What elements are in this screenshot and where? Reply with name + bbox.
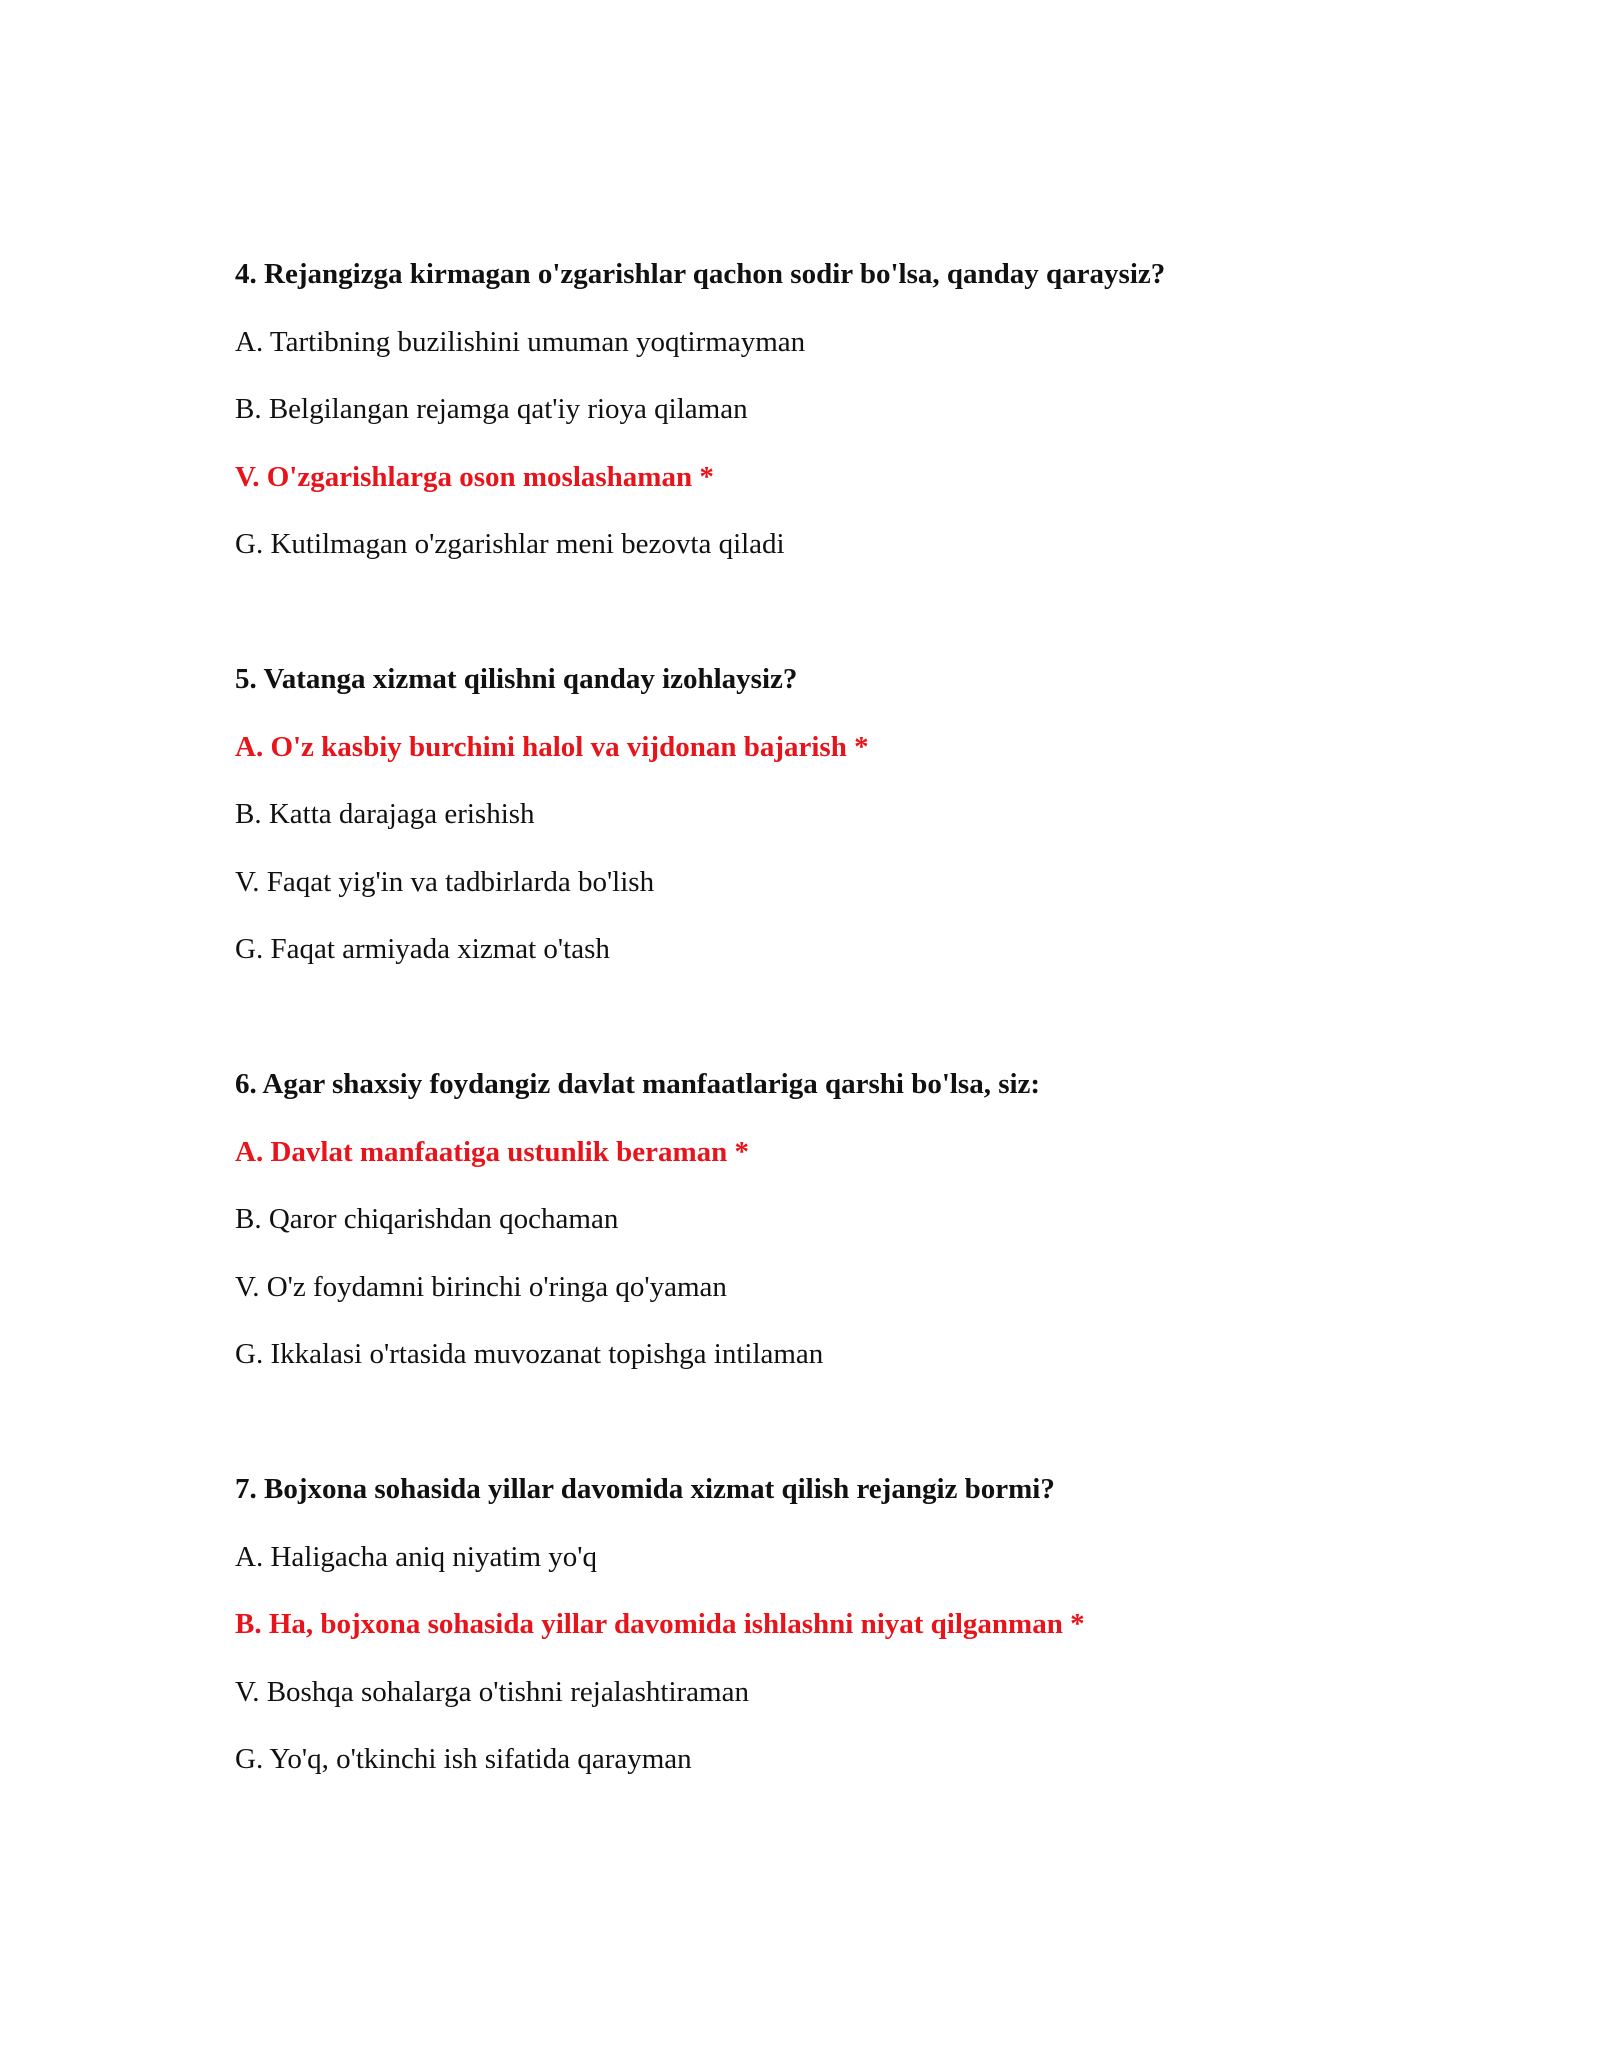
answer-option: G. Ikkalasi o'rtasida muvozanat topishga intilaman (235, 1338, 824, 1370)
answer-option: G. Yo'q, o'tkinchi ish sifatida qarayman (235, 1743, 692, 1775)
answer-option: A. Haligacha aniq niyatim yo'q (235, 1540, 597, 1573)
question-title: 6. Agar shaxsiy foydangiz davlat manfaatlariga qarshi bo'lsa, siz: (235, 1068, 1041, 1100)
answer-option: G. Kutilmagan o'zgarishlar meni bezovta qiladi (235, 528, 785, 560)
question-block-7 (235, 1471, 1435, 1809)
answer-option: B. Katta darajaga erishish (235, 798, 535, 830)
question-title: 4. Rejangizga kirmagan o'zgarishlar qachon sodir bo'lsa, qanday qaraysiz? (235, 258, 1166, 290)
answer-option: B. Qaror chiqarishdan qochaman (235, 1203, 619, 1235)
answer-option-correct: V. O'zgarishlarga oson moslashaman * (235, 460, 714, 493)
question-title: 5. Vatanga xizmat qilishni qanday izohlaysiz? (235, 663, 798, 695)
answer-option-correct: A. O'z kasbiy burchini halol va vijdonan bajarish * (235, 730, 869, 763)
answer-option: V. Boshqa sohalarga o'tishni rejalashtiraman (235, 1675, 749, 1708)
answer-option: A. Tartibning buzilishini umuman yoqtirmayman (235, 325, 806, 358)
question-block-6 (235, 1066, 1435, 1404)
answer-option: G. Faqat armiyada xizmat o'tash (235, 933, 610, 965)
question-block-5 (235, 661, 1435, 999)
answer-option-correct: A. Davlat manfaatiga ustunlik beraman * (235, 1135, 749, 1168)
answer-option-correct: B. Ha, bojxona sohasida yillar davomida ishlashni niyat qilganman * (235, 1608, 1085, 1640)
question-block-4 (235, 256, 1435, 594)
answer-option: V. O'z foydamni birinchi o'ringa qo'yaman (235, 1270, 727, 1303)
answer-option: V. Faqat yig'in va tadbirlarda bo'lish (235, 865, 655, 898)
answer-option: B. Belgilangan rejamga qat'iy rioya qilaman (235, 393, 748, 425)
question-title: 7. Bojxona sohasida yillar davomida xizmat qilish rejangiz bormi? (235, 1473, 1055, 1505)
